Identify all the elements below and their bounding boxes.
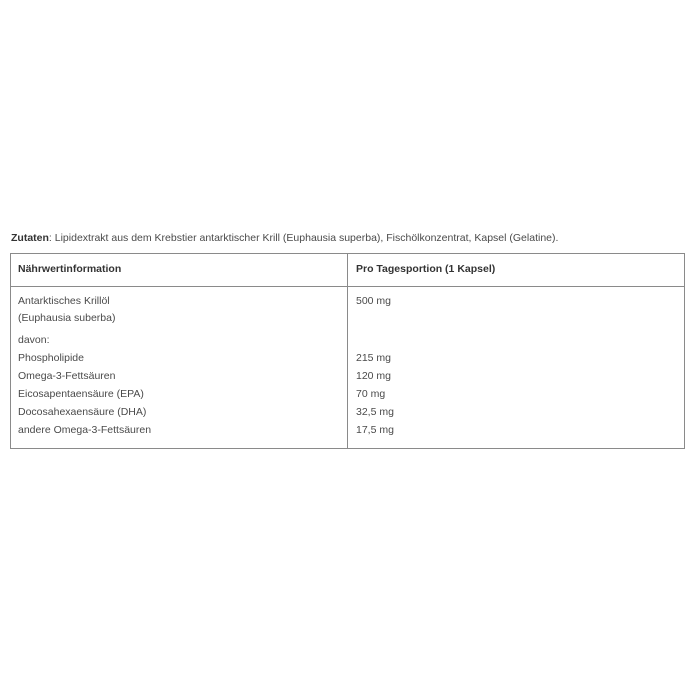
- header-per-daily-serving: Pro Tagesportion (1 Kapsel): [356, 263, 496, 275]
- row-omega3-label: Omega-3-Fettsäuren: [18, 370, 116, 382]
- row-krill-oil-value: 500 mg: [356, 295, 392, 307]
- table-header-row: [11, 254, 684, 287]
- row-dha-value: 32,5 mg: [356, 406, 394, 418]
- row-other-omega3-value: 17,5 mg: [356, 424, 394, 436]
- ingredients-line: [11, 231, 691, 245]
- row-phospholipide-value: 215 mg: [356, 352, 392, 364]
- row-davon-label: davon:: [18, 334, 50, 346]
- row-omega3-value: 120 mg: [356, 370, 392, 382]
- header-nutrition-information: Nährwertinformation: [18, 263, 122, 275]
- row-other-omega3-label: andere Omega-3-Fettsäuren: [18, 424, 152, 436]
- row-krill-oil-label: Antarktisches Krillöl: [18, 295, 110, 307]
- row-krill-oil-latin-name: (Euphausia suberba): [18, 312, 116, 324]
- row-epa-label: Eicosapentaensäure (EPA): [18, 388, 144, 400]
- row-dha-label: Docosahexaensäure (DHA): [18, 406, 147, 418]
- ingredients-text: : Lipidextrakt aus dem Krebstier antarktischer Krill (Euphausia superba), Fischölkonzentrat, Kapsel (Gelatine).: [48, 232, 559, 244]
- row-epa-value: 70 mg: [356, 388, 386, 400]
- row-phospholipide-label: Phospholipide: [18, 352, 84, 364]
- nutrition-table: [10, 253, 685, 449]
- ingredients-label: Zutaten: [11, 232, 49, 244]
